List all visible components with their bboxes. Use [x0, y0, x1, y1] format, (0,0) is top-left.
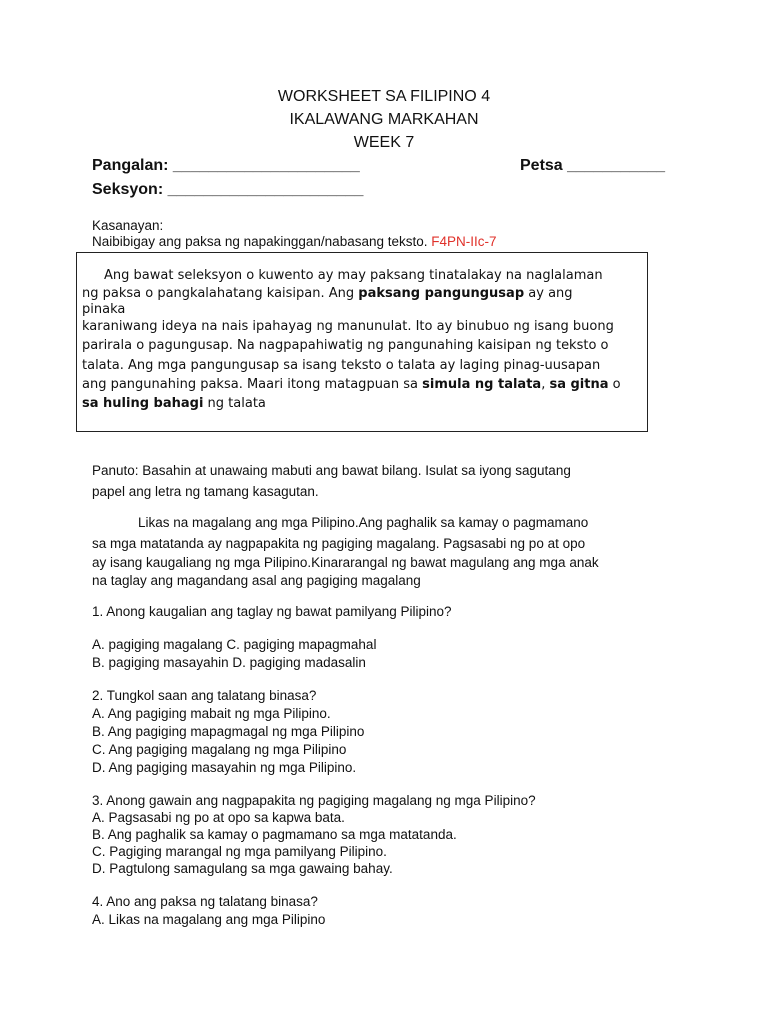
- box-line-2: [82, 286, 573, 301]
- passage-line-4: na taglay ang magandang asal ang pagiging magalang: [92, 573, 421, 588]
- box-line-5: parirala o pagungusap. Na nagpapahiwatig ng pangunahing kaisipan ng teksto o: [82, 338, 609, 353]
- skill-text: [92, 234, 497, 249]
- box-line-3: pinaka: [82, 302, 126, 317]
- question-1-choices-bd: B. pagiging masayahin D. pagiging madasalin: [92, 655, 366, 670]
- instructions-line-2: papel ang letra ng tamang kasagutan.: [92, 484, 319, 499]
- box-text: ng paksa o pangkalahatang kaisipan. Ang: [82, 286, 359, 301]
- instructions-line-1: Panuto: Basahin at unawaing mabuti ang bawat bilang. Isulat sa iyong sagutang: [92, 463, 571, 478]
- passage-line-2: sa mga matatanda ay nagpapakita ng pagiging magalang. Pagsasabi ng po at opo: [92, 536, 586, 551]
- question-3-choice-d: D. Pagtulong samagulang sa mga gawaing bahay.: [92, 861, 393, 876]
- box-line-4: karaniwang ideya na nais ipahayag ng manunulat. Ito ay binubuo ng isang buong: [82, 319, 614, 334]
- box-line-8: [82, 396, 266, 411]
- skill-label: Kasanayan:: [92, 218, 164, 233]
- passage-line-1: Likas na magalang ang mga Pilipino.Ang paghalik sa kamay o pagmamano: [138, 515, 589, 530]
- date-field[interactable]: Petsa ___________: [520, 157, 666, 174]
- question-2-choice-d: D. Ang pagiging masayahin ng mga Pilipino.: [92, 760, 357, 775]
- box-bold-text: paksang pangungusap: [358, 286, 525, 301]
- week-title: WEEK 7: [353, 134, 415, 151]
- question-3-choice-c: C. Pagiging marangal ng mga pamilyang Pilipino.: [92, 844, 387, 859]
- box-text: ng talata: [203, 396, 266, 411]
- question-1-choices-ac: A. pagiging magalang C. pagiging mapagmahal: [92, 637, 377, 652]
- question-2-choice-c: C. Ang pagiging magalang ng mga Pilipino: [92, 742, 347, 757]
- box-text: ay ang: [524, 286, 573, 301]
- question-2-choice-a: A. Ang pagiging mabait ng mga Pilipino.: [92, 706, 331, 721]
- box-line-1: Ang bawat seleksyon o kuwento ay may paksang tinatalakay na naglalaman: [104, 268, 603, 283]
- question-3-choice-a: A. Pagsasabi ng po at opo sa kapwa bata.: [92, 810, 345, 825]
- section-field[interactable]: Seksyon: ______________________: [92, 181, 364, 198]
- box-line-6: talata. Ang mga pangungusap sa isang teksto o talata ay laging pinag-uusapan: [82, 358, 601, 373]
- box-text: o: [608, 377, 621, 392]
- box-line-7: [82, 377, 621, 392]
- question-3-choice-b: B. Ang paghalik sa kamay o pagmamano sa mga matatanda.: [92, 827, 457, 842]
- question-1: 1. Anong kaugalian ang taglay ng bawat pamilyang Pilipino?: [92, 604, 452, 619]
- box-bold-text: sa huling bahagi: [82, 396, 204, 411]
- box-text: ,: [541, 377, 550, 392]
- box-text: ang pangunahing paksa. Maari itong matagpuan sa: [82, 377, 423, 392]
- quarter-title: IKALAWANG MARKAHAN: [289, 111, 479, 128]
- worksheet-title: WORKSHEET SA FILIPINO 4: [277, 88, 491, 105]
- box-bold-text: simula ng talata: [422, 377, 542, 392]
- name-field[interactable]: Pangalan: _____________________: [92, 157, 360, 174]
- question-4-choice-a: A. Likas na magalang ang mga Pilipino: [92, 912, 326, 927]
- question-2-choice-b: B. Ang pagiging mapagmagal ng mga Pilipino: [92, 724, 365, 739]
- question-2: 2. Tungkol saan ang talatang binasa?: [92, 688, 317, 703]
- passage-line-3: ay isang kaugaliang ng mga Pilipino.Kinararangal ng bawat magulang ang mga anak: [92, 555, 599, 570]
- question-4: 4. Ano ang paksa ng talatang binasa?: [92, 894, 318, 909]
- skill-code: F4PN-IIc-7: [431, 234, 497, 249]
- box-bold-text: sa gitna: [549, 377, 609, 392]
- skill-description: Naibibigay ang paksa ng napakinggan/nabasang teksto.: [92, 234, 428, 249]
- question-3: 3. Anong gawain ang nagpapakita ng pagiging magalang ng mga Pilipino?: [92, 793, 536, 808]
